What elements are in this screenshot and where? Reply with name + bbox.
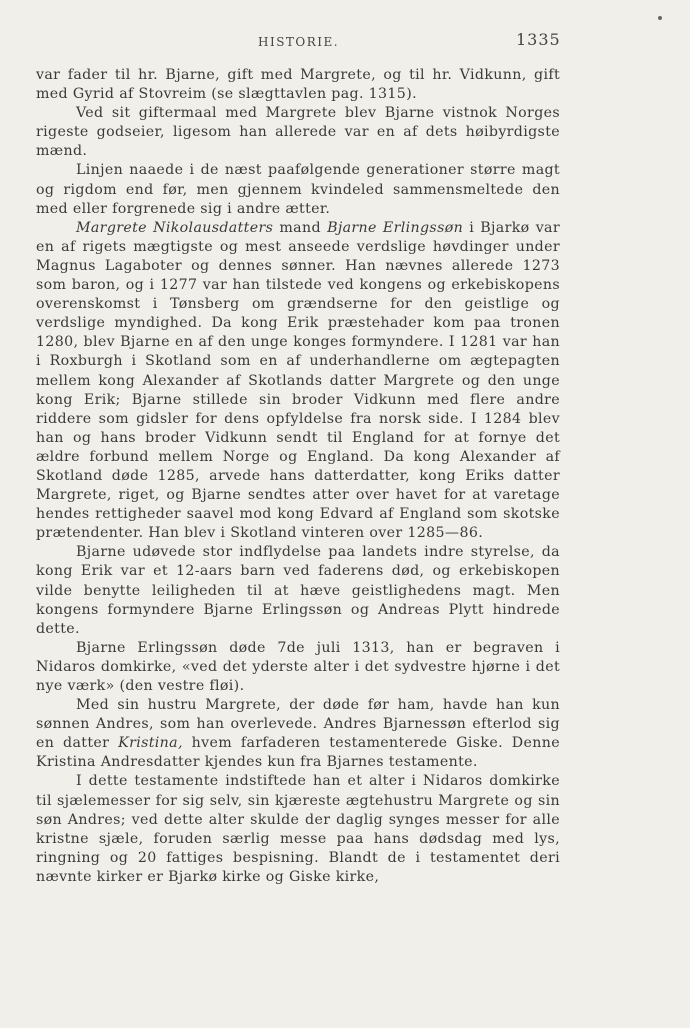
text-run: Med sin hustru Margrete, der døde før ham, havde han kun sønnen Andres, som han overlevede. Andres Bjarnessøn efterlod sig en datter <box>36 697 560 752</box>
page-number: 1335 <box>516 30 561 49</box>
text-run: Bjarne udøvede stor indflydelse paa landets indre styrelse, da kong Erik var et 12-aars barn ved faderens død, og erkebiskopen vilde benytte leiligheden til at hæve geistlighedens magt. Men kongens formyndere Bjarne Erlingssøn og Andreas Plytt hindrede dette. <box>36 544 560 637</box>
text-run: hvem farfaderen testamenterede Giske. Denne Kristina Andresdatter kjendes kun fra Bjarnes testamente. <box>36 735 560 771</box>
text-run: var fader til hr. Bjarne, gift med Margrete, og til hr. Vidkunn, gift med Gyrid af Stovreim (se slægttavlen pag. 1315). <box>36 67 560 103</box>
paragraph-p4 <box>36 219 560 544</box>
corner-dot <box>658 16 662 20</box>
paragraph-p1 <box>36 66 560 104</box>
paragraph-p2 <box>36 104 560 161</box>
text-run: Ved sit giftermaal med Margrete blev Bjarne vistnok Norges rigeste godseier, ligesom han allerede var en af dets høibyrdigste mænd. <box>36 105 560 160</box>
italic-name: Margrete Nikolausdatters <box>76 219 274 236</box>
running-title: HISTORIE. <box>258 35 340 49</box>
page-header <box>0 30 690 54</box>
text-run: I dette testamente indstiftede han et alter i Nidaros domkirke til sjælemesser for sig selv, sin kjæreste ægtehustru Margrete og sin søn Andres; ved dette alter skulde der daglig synges messer for alle kristne sjæle, foruden særlig messe paa hans dødsdag med lys, ringning og 20 fattiges bespisning. Blandt de i testamentet deri nævnte kirker er Bjarkø kirke og Giske kirke, <box>36 773 560 885</box>
text-run: mand <box>273 219 328 236</box>
paragraph-p7 <box>36 696 560 772</box>
paragraph-p5 <box>36 543 560 638</box>
text-run: i Bjarkø var en af rigets mægtigste og mest anseede verdslige høvdinger under Magnus Lagaboter og dennes sønner. Han nævnes allerede 1273 som baron, og i 1277 var han tilstede ved kongens og erkebiskopens overenskomst i Tønsberg om grændserne for den geistlige og verdslige myndighed. Da kong Erik præstehader kom paa tronen 1280, blev Bjarne en af den unge konges formyndere. I 1281 var han i Roxburgh i Skotland som en af underhandlerne om ægtepagten mellem kong Alexander af Skotlands datter Margrete og den unge kong Erik; Bjarne stillede sin broder Vidkunn med flere andre riddere som gidsler for dens opfyldelse fra norsk side. I 1284 blev han og hans broder Vidkunn sendt til England for at fornye det ældre forbund mellem Norge og England. Da kong Alexander af Skotland døde 1285, arvede hans datterdatter, kong Eriks datter Margrete, riget, og Bjarne sendtes atter over havet for at varetage hendes rettigheder saavel mod kong Edvard af England som skotske prætendenter. Han blev i Skotland vinteren over 1285—86. <box>36 219 560 542</box>
paragraph-p3 <box>36 161 560 218</box>
text-run: Linjen naaede i de næst paafølgende generationer større magt og rigdom end før, men gjennem kvindeled sammensmeltede den med eller forgrenede sig i andre ætter. <box>36 162 560 217</box>
paragraph-p6 <box>36 639 560 696</box>
italic-name: Kristina, <box>118 735 183 752</box>
italic-name: Bjarne Erlingssøn <box>327 219 464 236</box>
body-text <box>36 66 560 887</box>
text-run: Bjarne Erlingssøn døde 7de juli 1313, han er begraven i Nidaros domkirke, «ved det yderste alter i det sydvestre hjørne i det nye værk» (den vestre fløi). <box>36 639 560 694</box>
paragraph-p8 <box>36 772 560 887</box>
